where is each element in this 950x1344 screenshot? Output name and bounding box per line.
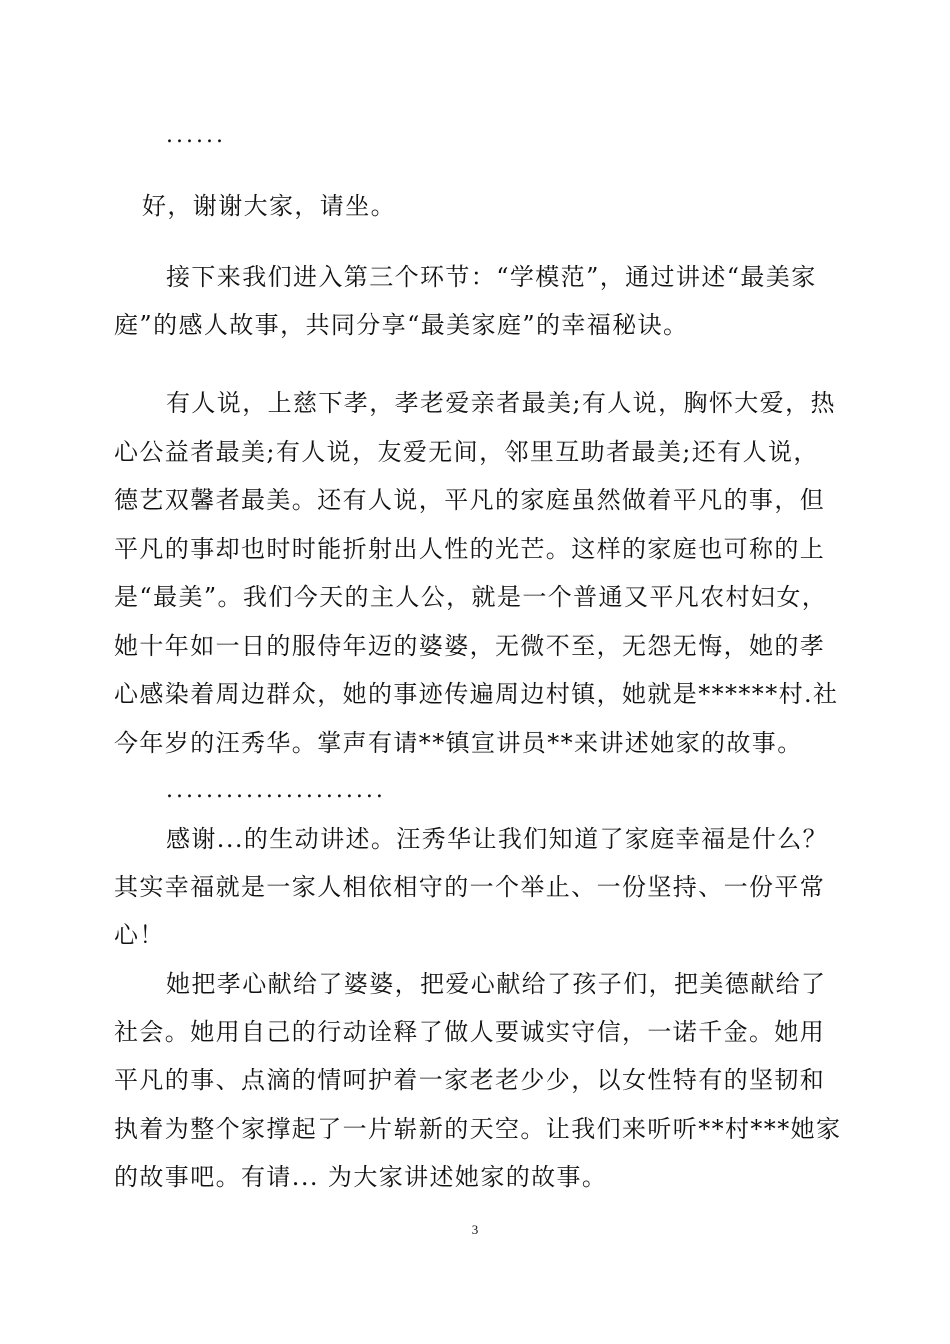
page-number: 3 <box>471 1222 479 1237</box>
paragraph-line: 德艺双馨者最美。还有人说，平凡的家庭虽然做着平凡的事，但 <box>114 486 826 514</box>
paragraph-line: 她十年如一日的服侍年迈的婆婆，无微不至，无怨无悔，她的孝 <box>114 632 826 660</box>
paragraph-line: 庭”的感人故事，共同分享“最美家庭”的幸福秘诀。 <box>114 311 689 339</box>
paragraph-line: 她把孝心献给了婆婆，把爱心献给了孩子们，把美德献给了 <box>166 970 827 998</box>
paragraph-line: 平凡的事却也时时能折射出人性的光芒。这样的家庭也可称的上 <box>114 535 826 563</box>
paragraph-line: 好，谢谢大家，请坐。 <box>142 192 396 220</box>
paragraph-line: 社会。她用自己的行动诠释了做人要诚实守信，一诺千金。她用 <box>114 1018 826 1046</box>
paragraph-line: 心感染着周边群众，她的事迹传遍周边村镇，她就是******村.社 <box>114 680 839 708</box>
paragraph-line: 其实幸福就是一家人相依相守的一个举止、一份坚持、一份平常 <box>114 873 826 901</box>
paragraph-line: 执着为整个家撑起了一片崭新的天空。让我们来听听**村***她家 <box>114 1115 842 1143</box>
ellipsis-line: ...................... <box>166 778 386 803</box>
paragraph-line: 有人说，上慈下孝，孝老爱亲者最美;有人说，胸怀大爱，热 <box>166 389 836 417</box>
paragraph-line: 平凡的事、点滴的情呵护着一家老老少少，以女性特有的坚韧和 <box>114 1066 826 1094</box>
paragraph-line: 心公益者最美;有人说，友爱无间，邻里互助者最美;还有人说， <box>114 438 819 466</box>
paragraph-line: 的故事吧。有请... 为大家讲述她家的故事。 <box>114 1163 608 1191</box>
paragraph-line: 心！ <box>114 921 165 949</box>
paragraph-line: 是“最美”。我们今天的主人公，就是一个普通又平凡农村妇女， <box>114 583 828 611</box>
paragraph-line: 今年岁的汪秀华。掌声有请**镇宣讲员**来讲述她家的故事。 <box>114 729 803 757</box>
ellipsis-line: ...... <box>166 123 226 148</box>
paragraph-line: 接下来我们进入第三个环节：“学模范”，通过讲述“最美家 <box>166 263 817 291</box>
paragraph-line: 感谢...的生动讲述。汪秀华让我们知道了家庭幸福是什么？ <box>166 825 829 853</box>
